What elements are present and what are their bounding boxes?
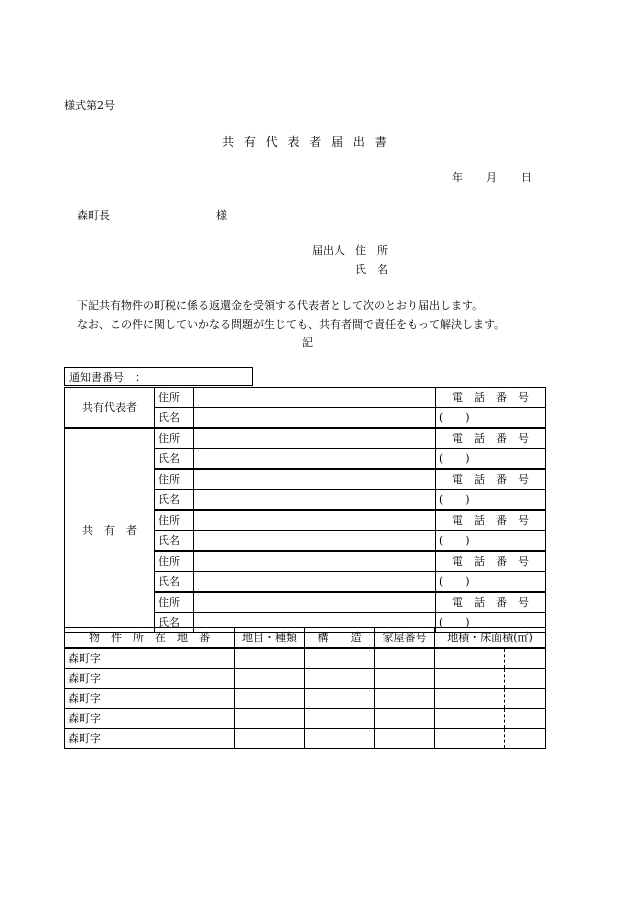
area-int-cell <box>435 648 505 669</box>
table-cell <box>375 709 435 729</box>
phone-header: 電 話 番 号 <box>436 510 546 531</box>
address-label: 住所 <box>155 551 194 572</box>
address-label: 住所 <box>155 428 194 449</box>
location-cell: 森町字 <box>65 648 235 669</box>
property-row <box>65 669 546 689</box>
phone-paren: ( ) <box>436 449 546 470</box>
area-dec-cell <box>505 729 546 749</box>
address-value <box>194 510 436 531</box>
table-cell <box>375 648 435 669</box>
addressee-name: 森町長 <box>77 209 110 222</box>
table-cell <box>235 689 305 709</box>
notice-number-box <box>64 367 253 386</box>
addressee-honorific: 様 <box>216 209 227 222</box>
location-cell: 森町字 <box>65 669 235 689</box>
address-label: 住所 <box>155 469 194 490</box>
address-value <box>194 551 436 572</box>
owners-table <box>64 387 546 633</box>
address-value <box>194 592 436 613</box>
phone-header: 電 話 番 号 <box>436 388 546 408</box>
notifier-label: 届出人 <box>312 244 345 257</box>
phone-header: 電 話 番 号 <box>436 551 546 572</box>
property-row <box>65 729 546 749</box>
date-month: 月 <box>486 171 497 184</box>
name-label: 氏名 <box>155 613 194 633</box>
co-owner-address-row <box>65 428 546 449</box>
name-value <box>194 531 436 552</box>
page-title: 共 有 代 表 者 届 出 書 <box>222 135 387 149</box>
phone-paren: ( ) <box>436 531 546 552</box>
address-label: 住所 <box>155 592 194 613</box>
area-int-cell <box>435 729 505 749</box>
name-label: 氏名 <box>155 531 194 552</box>
location-cell: 森町字 <box>65 729 235 749</box>
house-number-header: 家屋番号 <box>375 628 435 649</box>
address-value <box>194 469 436 490</box>
area-int-cell <box>435 709 505 729</box>
address-value <box>194 388 436 408</box>
phone-paren: ( ) <box>436 490 546 511</box>
notifier-address-label: 住 所 <box>355 244 388 257</box>
table-cell <box>375 729 435 749</box>
ki-label: 記 <box>302 336 313 349</box>
notice-number-label: 通知書番号 ： <box>69 371 146 384</box>
table-cell <box>305 709 375 729</box>
land-type-header: 地目・種類 <box>235 628 305 649</box>
property-row <box>65 648 546 669</box>
name-label: 氏名 <box>155 572 194 593</box>
phone-header: 電 話 番 号 <box>436 469 546 490</box>
name-value <box>194 490 436 511</box>
form-number: 様式第2号 <box>64 99 115 112</box>
table-cell <box>235 729 305 749</box>
name-value <box>194 572 436 593</box>
phone-header: 電 話 番 号 <box>436 592 546 613</box>
property-header-row <box>65 628 546 649</box>
table-cell <box>375 689 435 709</box>
property-row <box>65 709 546 729</box>
body-line-2: なお、この件に関していかなる問題が生じても、共有者間で責任をもって解決します。 <box>77 318 506 331</box>
area-int-cell <box>435 669 505 689</box>
date-year: 年 <box>452 171 463 184</box>
property-table <box>64 627 546 749</box>
area-dec-cell <box>505 709 546 729</box>
table-cell <box>305 729 375 749</box>
location-cell: 森町字 <box>65 689 235 709</box>
area-header: 地積・床面積(㎡) <box>435 628 546 649</box>
name-value <box>194 449 436 470</box>
table-cell <box>235 669 305 689</box>
table-cell <box>305 689 375 709</box>
location-header: 物 件 所 在 地 番 <box>65 628 235 649</box>
phone-paren: ( ) <box>436 613 546 633</box>
area-int-cell <box>435 689 505 709</box>
table-cell <box>305 648 375 669</box>
name-label: 氏名 <box>155 408 194 429</box>
notifier-name-label: 氏 名 <box>355 263 388 276</box>
name-label: 氏名 <box>155 449 194 470</box>
name-value <box>194 408 436 429</box>
representative-label: 共有代表者 <box>65 388 155 429</box>
name-label: 氏名 <box>155 490 194 511</box>
area-dec-cell <box>505 669 546 689</box>
property-row <box>65 689 546 709</box>
co-owners-label: 共 有 者 <box>65 428 155 633</box>
table-cell <box>235 709 305 729</box>
representative-address-row <box>65 388 546 408</box>
address-value <box>194 428 436 449</box>
body-line-1: 下記共有物件の町税に係る返還金を受領する代表者として次のとおり届出します。 <box>77 299 484 312</box>
date-day: 日 <box>521 171 532 184</box>
table-cell <box>235 648 305 669</box>
address-label: 住所 <box>155 388 194 408</box>
phone-paren: ( ) <box>436 572 546 593</box>
structure-header: 構 造 <box>305 628 375 649</box>
phone-paren: ( ) <box>436 408 546 429</box>
location-cell: 森町字 <box>65 709 235 729</box>
table-cell <box>375 669 435 689</box>
phone-header: 電 話 番 号 <box>436 428 546 449</box>
area-dec-cell <box>505 689 546 709</box>
area-dec-cell <box>505 648 546 669</box>
address-label: 住所 <box>155 510 194 531</box>
table-cell <box>305 669 375 689</box>
